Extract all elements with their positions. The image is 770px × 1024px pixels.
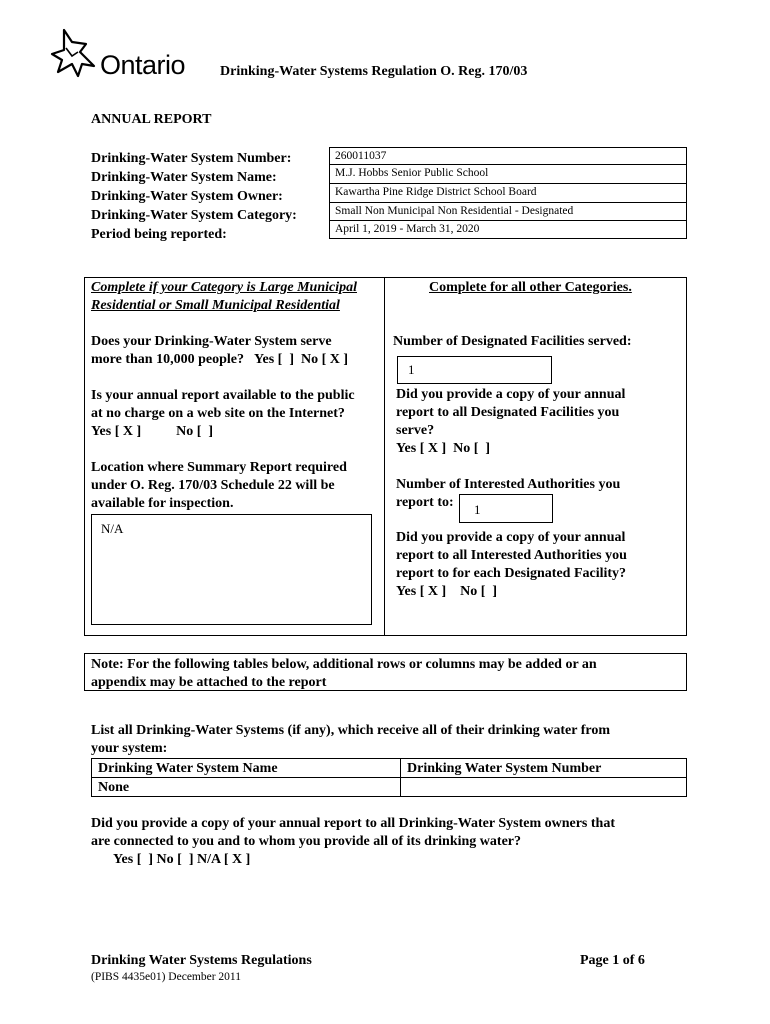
q-copy-facilities-line1: Did you provide a copy of your annual — [396, 387, 626, 402]
q-copy-authorities-line1: Did you provide a copy of your annual — [396, 530, 626, 545]
system-number-field[interactable]: 260011037 — [329, 147, 687, 165]
systems-intro — [91, 722, 691, 758]
form-code: (PIBS 4435e01) December 2011 — [91, 971, 241, 983]
info-labels — [91, 149, 326, 244]
row-system-number[interactable] — [401, 778, 687, 797]
owners-q-line2: are connected to you and to whom you provide all of its drinking water? — [91, 834, 521, 849]
label-system-number: Drinking-Water System Number: — [91, 151, 292, 166]
q-location-line2: under O. Reg. 170/03 Schedule 22 will be — [91, 478, 335, 493]
system-category-field[interactable]: Small Non Municipal Non Residential - Designated — [329, 202, 687, 221]
q-copy-authorities-line3: report to for each Designated Facility? — [396, 566, 627, 581]
trillium-icon — [50, 26, 100, 82]
left-heading-2: Residential or Small Municipal Residential — [91, 298, 340, 313]
label-system-name: Drinking-Water System Name: — [91, 170, 277, 185]
q-copy-facilities-line2: report to all Designated Facilities you — [396, 405, 620, 420]
column-divider — [384, 277, 385, 636]
regulation-title: Drinking-Water Systems Regulation O. Reg. 170/03 — [220, 64, 528, 79]
authorities-label-line2: report to: — [396, 495, 454, 510]
authorities-label-line1: Number of Interested Authorities you — [396, 477, 621, 492]
facilities-count-field[interactable]: 1 — [397, 356, 552, 384]
systems-intro-line1: List all Drinking-Water Systems (if any), which receive all of their drinking water from — [91, 723, 611, 738]
logo-wordmark: Ontario — [100, 50, 186, 80]
q-location-line1: Location where Summary Report required — [91, 460, 347, 475]
right-heading: Complete for all other Categories. — [429, 280, 632, 295]
owners-q-line1: Did you provide a copy of your annual report to all Drinking-Water System owners that — [91, 816, 615, 831]
owners-question — [91, 815, 711, 869]
system-name-field[interactable]: M.J. Hobbs Senior Public School — [329, 164, 687, 184]
right-copy-authorities — [396, 529, 686, 601]
q-web-available-line1: Is your annual report available to the public — [91, 388, 355, 403]
footer-title: Drinking Water Systems Regulations — [91, 953, 312, 968]
q-serve-10000-line1: Does your Drinking-Water System serve — [91, 334, 332, 349]
q-web-available-answer[interactable]: Yes [ X ] No [ ] — [91, 424, 214, 439]
ontario-logo — [50, 26, 200, 84]
owners-q-answer[interactable]: Yes [ ] No [ ] N/A [ X ] — [113, 852, 251, 867]
col-header-name: Drinking Water System Name — [92, 759, 401, 778]
authorities-count-field[interactable]: 1 — [459, 494, 553, 523]
q-web-available-line2: at no charge on a web site on the Internet? — [91, 406, 345, 421]
system-owner-field[interactable]: Kawartha Pine Ridge District School Board — [329, 183, 687, 203]
note-line2: appendix may be attached to the report — [91, 675, 327, 690]
label-system-owner: Drinking-Water System Owner: — [91, 189, 283, 204]
label-system-category: Drinking-Water System Category: — [91, 208, 297, 223]
label-period: Period being reported: — [91, 227, 227, 242]
note-line1: Note: For the following tables below, additional rows or columns may be added or an — [91, 657, 597, 672]
col-header-number: Drinking Water System Number — [401, 759, 687, 778]
right-copy-facilities — [396, 386, 686, 458]
report-title: ANNUAL REPORT — [91, 112, 212, 127]
q-copy-authorities-line2: report to all Interested Authorities you — [396, 548, 627, 563]
note-box — [84, 653, 687, 691]
left-heading-1: Complete if your Category is Large Municipal — [91, 280, 357, 295]
q-copy-facilities-line3: serve? — [396, 423, 435, 438]
systems-table — [91, 758, 687, 797]
q-copy-authorities-answer[interactable]: Yes [ X ] No [ ] — [396, 584, 498, 599]
location-field[interactable]: N/A — [91, 514, 372, 625]
table-header-row — [92, 759, 687, 778]
row-system-name[interactable]: None — [92, 778, 401, 797]
facilities-label: Number of Designated Facilities served: — [393, 334, 632, 349]
q-copy-facilities-answer[interactable]: Yes [ X ] No [ ] — [396, 441, 491, 456]
info-values — [329, 147, 687, 239]
q-location-line3: available for inspection. — [91, 496, 234, 511]
systems-intro-line2: your system: — [91, 741, 168, 756]
q-serve-10000-line2[interactable]: more than 10,000 people? Yes [ ] No [ X ] — [91, 352, 349, 367]
table-row — [92, 778, 687, 797]
period-field[interactable]: April 1, 2019 - March 31, 2020 — [329, 220, 687, 239]
left-column — [91, 279, 383, 513]
page-number: Page 1 of 6 — [580, 953, 645, 968]
